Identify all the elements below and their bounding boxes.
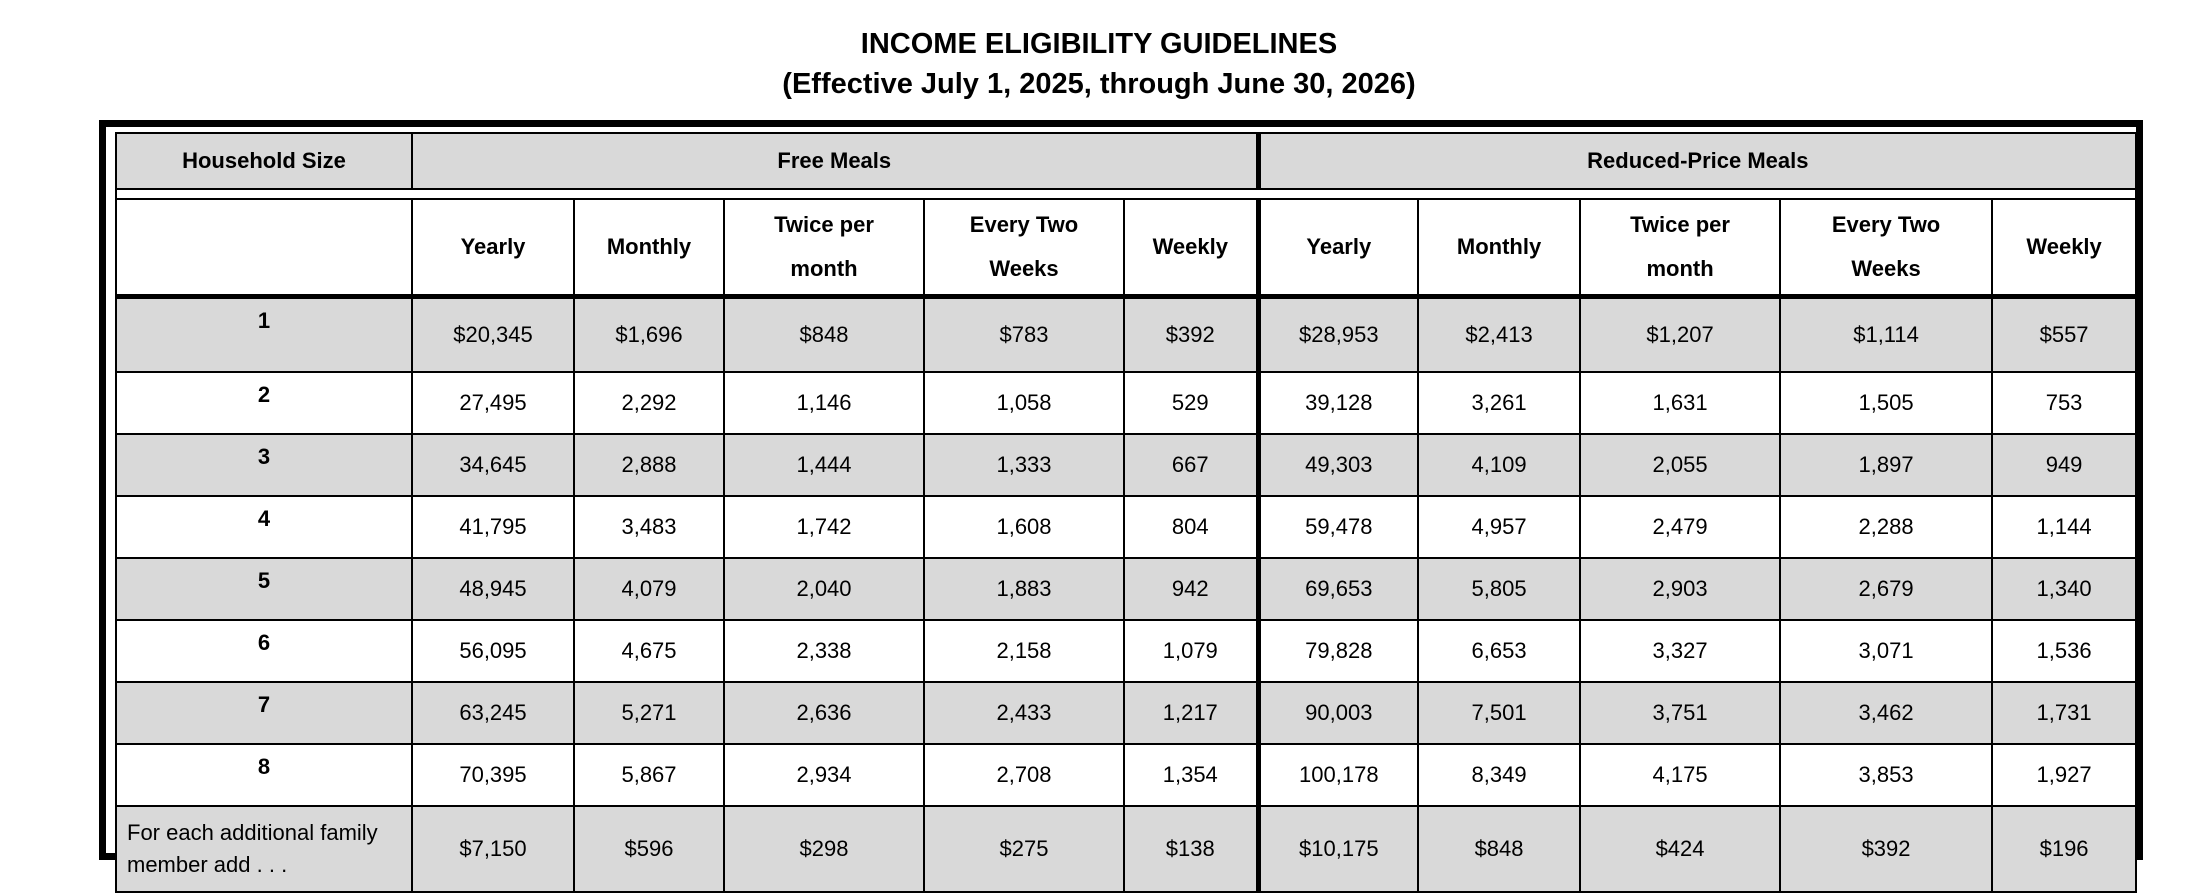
free-value-cell: 1,079 bbox=[1124, 620, 1258, 682]
free-value-cell: $783 bbox=[924, 297, 1124, 373]
reduced-value-cell: 90,003 bbox=[1258, 682, 1418, 744]
household-size-cell: 1 bbox=[116, 297, 412, 373]
free-value-cell: 2,433 bbox=[924, 682, 1124, 744]
free-value-cell: 1,444 bbox=[724, 434, 924, 496]
reduced-value-cell: 4,957 bbox=[1418, 496, 1580, 558]
free-value-cell: 1,058 bbox=[924, 372, 1124, 434]
reduced-value-cell: 1,144 bbox=[1992, 496, 2136, 558]
reduced-value-cell: 100,178 bbox=[1258, 744, 1418, 806]
column-header-line: Monthly bbox=[1456, 234, 1542, 259]
column-header-line: Yearly bbox=[1306, 234, 1372, 259]
column-header-line: Yearly bbox=[460, 234, 526, 259]
free-value-cell: 70,395 bbox=[412, 744, 574, 806]
reduced-value-cell: 2,479 bbox=[1580, 496, 1780, 558]
free-value-cell: 1,333 bbox=[924, 434, 1124, 496]
free-column-header bbox=[1124, 199, 1258, 297]
free-value-cell: 3,483 bbox=[574, 496, 724, 558]
household-size-cell: 4 bbox=[116, 496, 412, 558]
column-header-line: Weekly bbox=[2026, 234, 2102, 259]
reduced-value-cell: 49,303 bbox=[1258, 434, 1418, 496]
reduced-value-cell: $1,114 bbox=[1780, 297, 1992, 373]
free-value-cell: $20,345 bbox=[412, 297, 574, 373]
reduced-value-cell: 69,653 bbox=[1258, 558, 1418, 620]
household-size-blank-cell bbox=[116, 199, 412, 297]
reduced-column-header bbox=[1780, 199, 1992, 297]
free-value-cell: 2,888 bbox=[574, 434, 724, 496]
free-value-cell: 2,636 bbox=[724, 682, 924, 744]
table-row bbox=[116, 682, 2136, 744]
income-eligibility-table bbox=[115, 132, 2137, 893]
reduced-value-cell: 1,631 bbox=[1580, 372, 1780, 434]
reduced-value-cell: 2,288 bbox=[1780, 496, 1992, 558]
reduced-value-cell: 1,897 bbox=[1780, 434, 1992, 496]
column-header-line: Twice per bbox=[1630, 212, 1730, 237]
household-size-cell: 3 bbox=[116, 434, 412, 496]
column-header-line: month bbox=[1646, 256, 1714, 281]
free-value-cell: 48,945 bbox=[412, 558, 574, 620]
table-row bbox=[116, 620, 2136, 682]
reduced-value-cell: 39,128 bbox=[1258, 372, 1418, 434]
table-row bbox=[116, 558, 2136, 620]
column-header-line: Weeks bbox=[1851, 256, 1921, 281]
reduced-value-cell: 7,501 bbox=[1418, 682, 1580, 744]
free-value-cell: 1,883 bbox=[924, 558, 1124, 620]
reduced-value-cell: 3,261 bbox=[1418, 372, 1580, 434]
household-size-header: Household Size bbox=[116, 133, 412, 189]
free-value-cell: 4,079 bbox=[574, 558, 724, 620]
column-header-line: Weekly bbox=[1152, 234, 1228, 259]
reduced-value-cell: 4,109 bbox=[1418, 434, 1580, 496]
table-row bbox=[116, 744, 2136, 806]
column-header-line: Monthly bbox=[606, 234, 692, 259]
free-column-header bbox=[574, 199, 724, 297]
reduced-value-cell: 3,853 bbox=[1780, 744, 1992, 806]
table-row bbox=[116, 372, 2136, 434]
free-value-cell: 2,040 bbox=[724, 558, 924, 620]
free-column-header bbox=[412, 199, 574, 297]
column-header-line: Every Two bbox=[969, 212, 1079, 237]
reduced-additional-value-cell: $392 bbox=[1780, 806, 1992, 892]
additional-member-label bbox=[116, 806, 412, 892]
reduced-value-cell: 3,071 bbox=[1780, 620, 1992, 682]
household-size-cell: 5 bbox=[116, 558, 412, 620]
free-value-cell: $392 bbox=[1124, 297, 1258, 373]
free-value-cell: 2,934 bbox=[724, 744, 924, 806]
household-size-cell: 6 bbox=[116, 620, 412, 682]
free-value-cell: 667 bbox=[1124, 434, 1258, 496]
free-additional-value-cell: $298 bbox=[724, 806, 924, 892]
reduced-value-cell: 3,327 bbox=[1580, 620, 1780, 682]
free-value-cell: 27,495 bbox=[412, 372, 574, 434]
free-column-header bbox=[924, 199, 1124, 297]
column-header-line: month bbox=[790, 256, 858, 281]
free-value-cell: 1,354 bbox=[1124, 744, 1258, 806]
reduced-additional-value-cell: $848 bbox=[1418, 806, 1580, 892]
free-value-cell: 942 bbox=[1124, 558, 1258, 620]
free-value-cell: 4,675 bbox=[574, 620, 724, 682]
column-header-row bbox=[116, 199, 2136, 297]
free-value-cell: 2,338 bbox=[724, 620, 924, 682]
free-value-cell: 34,645 bbox=[412, 434, 574, 496]
free-value-cell: 1,217 bbox=[1124, 682, 1258, 744]
free-value-cell: 5,271 bbox=[574, 682, 724, 744]
reduced-value-cell: 1,731 bbox=[1992, 682, 2136, 744]
reduced-column-header bbox=[1580, 199, 1780, 297]
free-value-cell: 2,292 bbox=[574, 372, 724, 434]
reduced-value-cell: 949 bbox=[1992, 434, 2136, 496]
reduced-additional-value-cell: $424 bbox=[1580, 806, 1780, 892]
table-row bbox=[116, 434, 2136, 496]
reduced-value-cell: 2,903 bbox=[1580, 558, 1780, 620]
reduced-value-cell: 8,349 bbox=[1418, 744, 1580, 806]
reduced-value-cell: 3,751 bbox=[1580, 682, 1780, 744]
reduced-value-cell: $28,953 bbox=[1258, 297, 1418, 373]
free-value-cell: 63,245 bbox=[412, 682, 574, 744]
additional-member-label-line: member add . . . bbox=[127, 852, 288, 877]
table-row bbox=[116, 297, 2136, 373]
column-header-line: Twice per bbox=[774, 212, 874, 237]
reduced-column-header bbox=[1418, 199, 1580, 297]
free-value-cell: 529 bbox=[1124, 372, 1258, 434]
free-value-cell: 2,158 bbox=[924, 620, 1124, 682]
reduced-additional-value-cell: $196 bbox=[1992, 806, 2136, 892]
reduced-value-cell: 79,828 bbox=[1258, 620, 1418, 682]
free-additional-value-cell: $275 bbox=[924, 806, 1124, 892]
reduced-value-cell: 3,462 bbox=[1780, 682, 1992, 744]
household-size-cell: 2 bbox=[116, 372, 412, 434]
household-size-cell: 7 bbox=[116, 682, 412, 744]
free-column-header bbox=[724, 199, 924, 297]
free-value-cell: $1,696 bbox=[574, 297, 724, 373]
reduced-value-cell: 2,679 bbox=[1780, 558, 1992, 620]
reduced-value-cell: 1,505 bbox=[1780, 372, 1992, 434]
column-header-line: Every Two bbox=[1831, 212, 1941, 237]
header-gap bbox=[116, 189, 2136, 199]
free-additional-value-cell: $596 bbox=[574, 806, 724, 892]
eligibility-table-frame bbox=[99, 120, 2143, 877]
table-row bbox=[116, 496, 2136, 558]
free-meals-header: Free Meals bbox=[412, 133, 1258, 189]
reduced-column-header bbox=[1992, 199, 2136, 297]
reduced-value-cell: 5,805 bbox=[1418, 558, 1580, 620]
reduced-value-cell: 59,478 bbox=[1258, 496, 1418, 558]
reduced-value-cell: 1,927 bbox=[1992, 744, 2136, 806]
reduced-value-cell: 753 bbox=[1992, 372, 2136, 434]
reduced-column-header bbox=[1258, 199, 1418, 297]
reduced-additional-value-cell: $10,175 bbox=[1258, 806, 1418, 892]
page-subtitle: (Effective July 1, 2025, through June 30, 2026) bbox=[782, 68, 1416, 100]
free-value-cell: 56,095 bbox=[412, 620, 574, 682]
free-value-cell: 41,795 bbox=[412, 496, 574, 558]
column-header-line: Weeks bbox=[989, 256, 1059, 281]
free-value-cell: 5,867 bbox=[574, 744, 724, 806]
additional-member-label-line: For each additional family bbox=[127, 820, 378, 845]
free-additional-value-cell: $138 bbox=[1124, 806, 1258, 892]
reduced-price-meals-header: Reduced-Price Meals bbox=[1258, 133, 2136, 189]
free-value-cell: 1,146 bbox=[724, 372, 924, 434]
reduced-value-cell: $557 bbox=[1992, 297, 2136, 373]
reduced-value-cell: 2,055 bbox=[1580, 434, 1780, 496]
reduced-value-cell: $1,207 bbox=[1580, 297, 1780, 373]
reduced-value-cell: 1,536 bbox=[1992, 620, 2136, 682]
free-value-cell: $848 bbox=[724, 297, 924, 373]
household-size-cell: 8 bbox=[116, 744, 412, 806]
group-header-row bbox=[116, 133, 2136, 189]
free-additional-value-cell: $7,150 bbox=[412, 806, 574, 892]
additional-member-row bbox=[116, 806, 2136, 892]
page-title: INCOME ELIGIBILITY GUIDELINES bbox=[860, 28, 1338, 60]
free-value-cell: 2,708 bbox=[924, 744, 1124, 806]
reduced-value-cell: 6,653 bbox=[1418, 620, 1580, 682]
reduced-value-cell: 1,340 bbox=[1992, 558, 2136, 620]
reduced-value-cell: $2,413 bbox=[1418, 297, 1580, 373]
free-value-cell: 804 bbox=[1124, 496, 1258, 558]
free-value-cell: 1,742 bbox=[724, 496, 924, 558]
free-value-cell: 1,608 bbox=[924, 496, 1124, 558]
reduced-value-cell: 4,175 bbox=[1580, 744, 1780, 806]
